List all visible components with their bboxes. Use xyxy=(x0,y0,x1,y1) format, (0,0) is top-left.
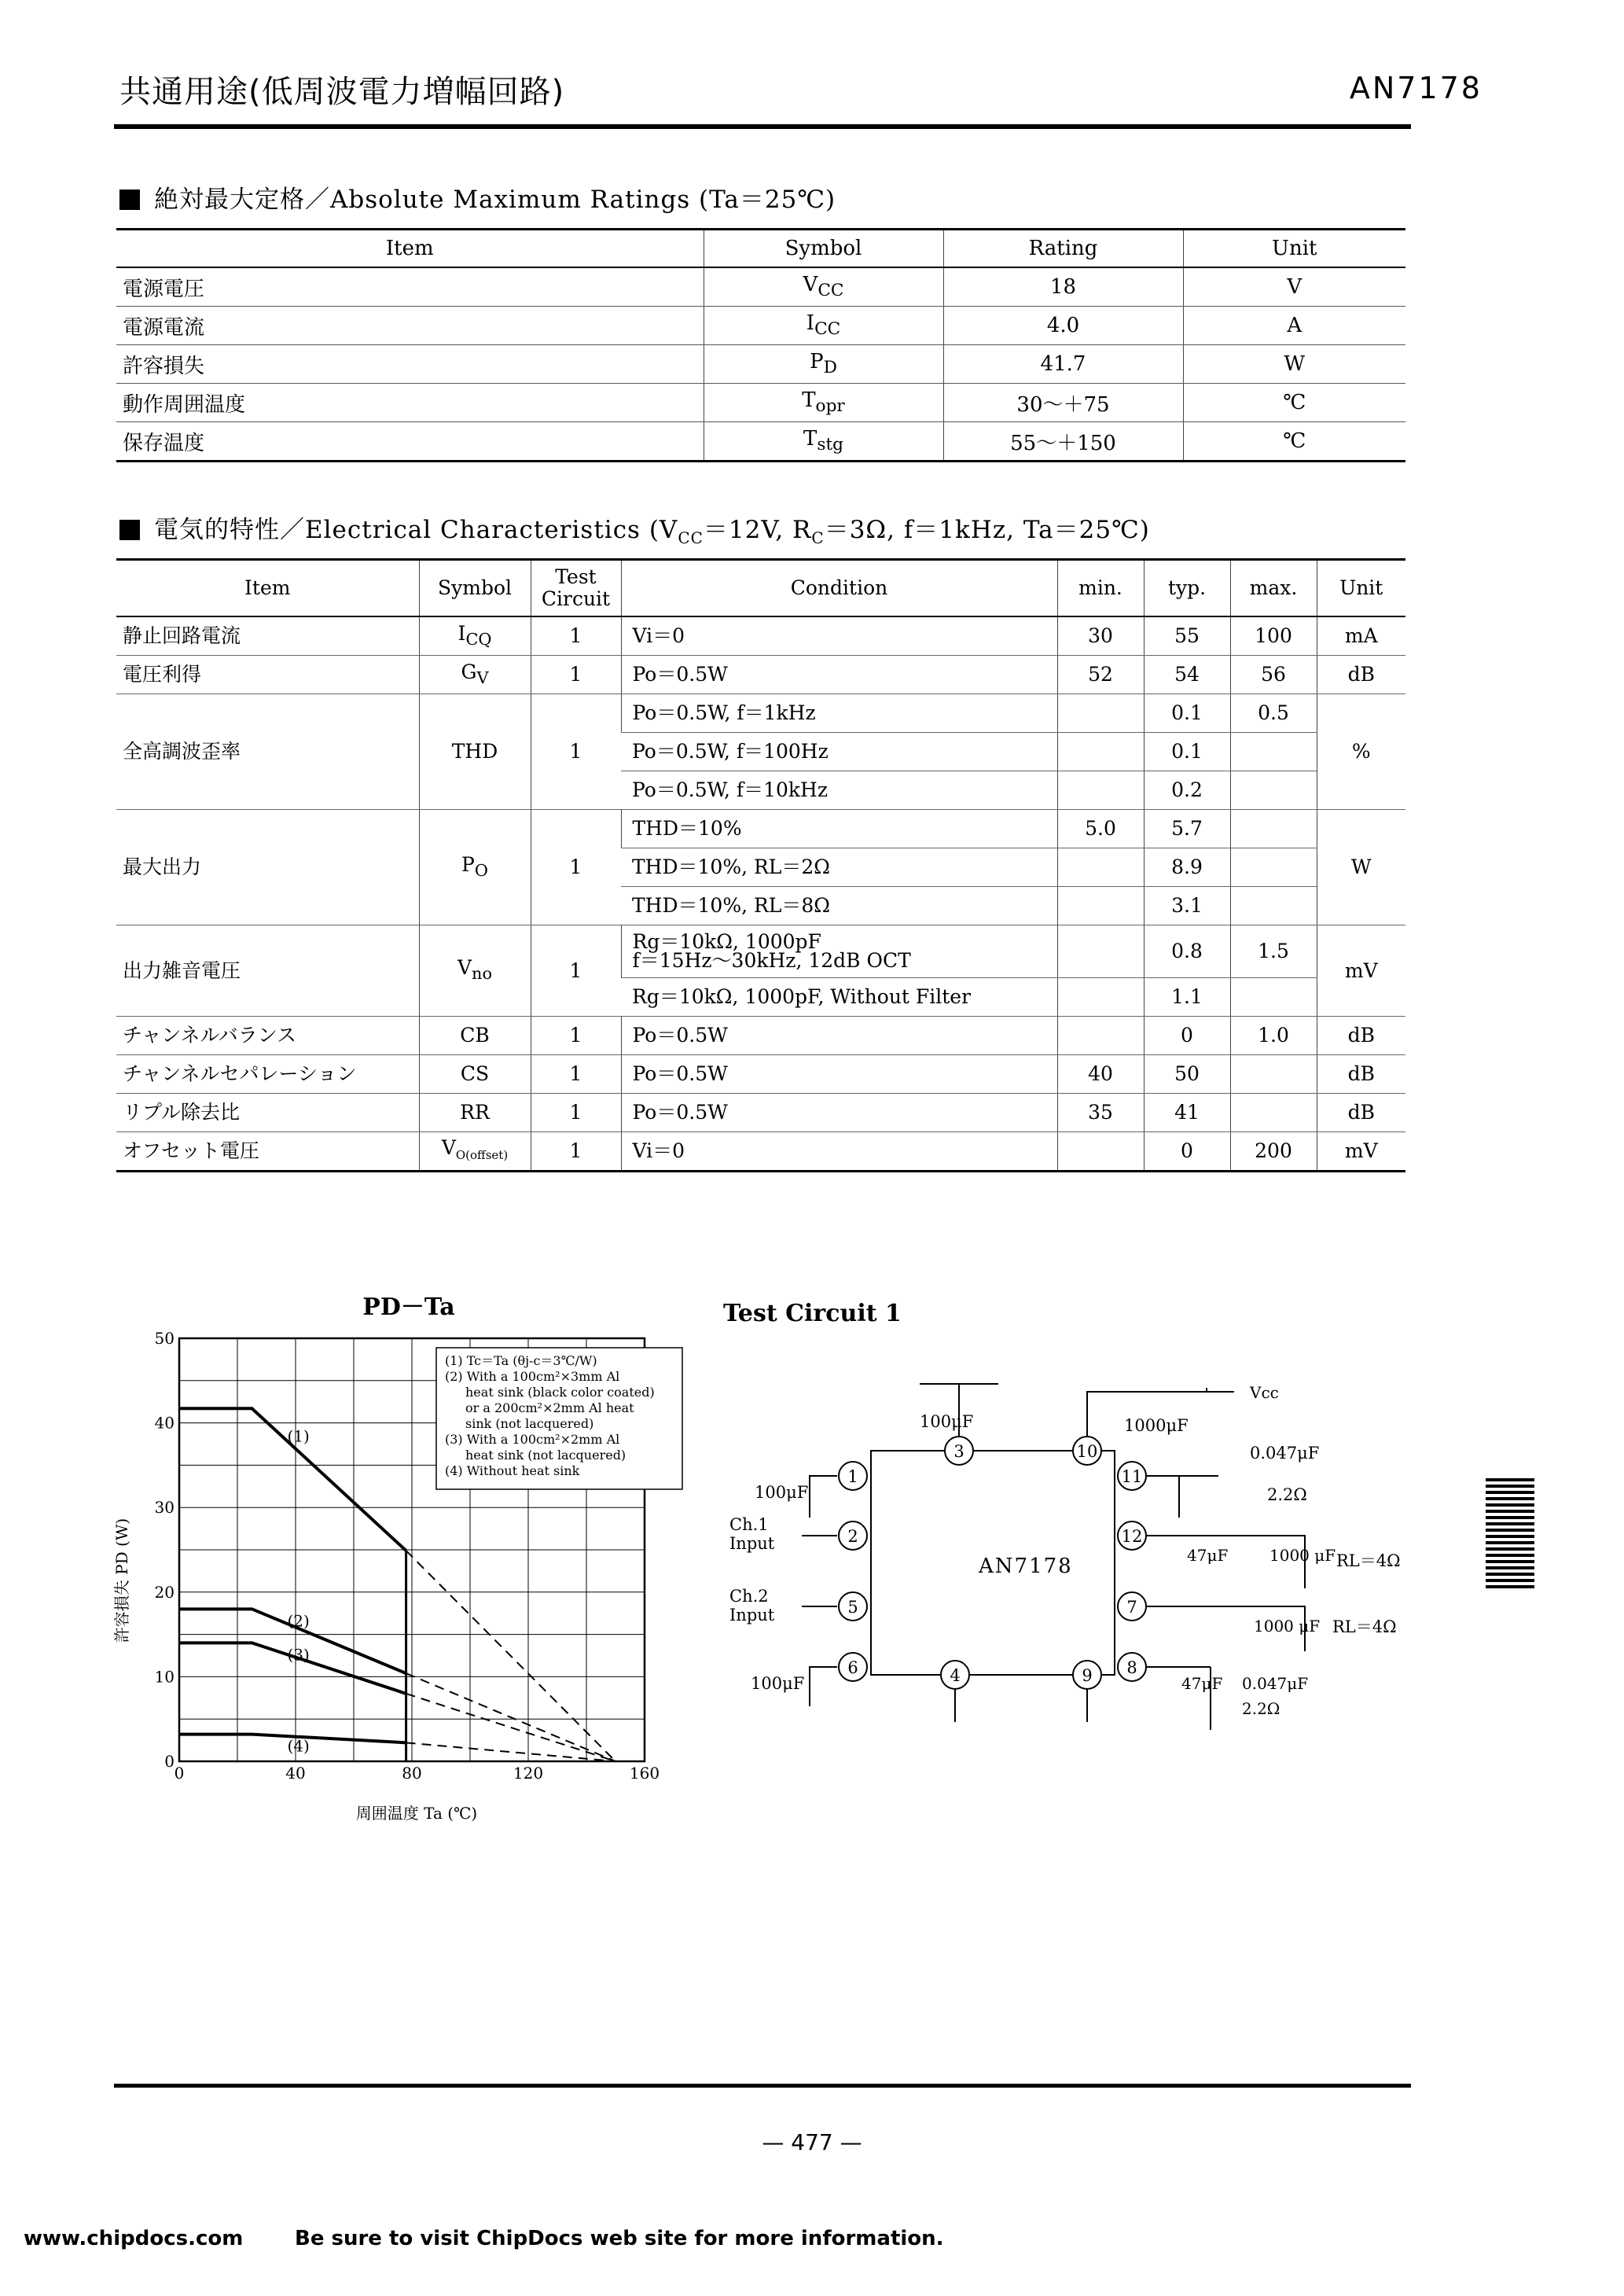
pin-label: 8 xyxy=(1126,1658,1137,1677)
c11-label: 0.047μF xyxy=(1250,1444,1320,1463)
pin-label: 11 xyxy=(1121,1467,1143,1486)
table-row: THD＝10%, RL＝2Ω 8.9 xyxy=(116,848,1405,887)
table-row: チャンネルバランス CB 1 Po＝0.5W 0 1.0 dB xyxy=(116,1017,1405,1055)
rl1-label: RL＝4Ω xyxy=(1336,1551,1401,1570)
ch2-input-label: Input xyxy=(729,1606,775,1624)
y-tick-label: 30 xyxy=(154,1498,175,1518)
ch1-label: Ch.1 xyxy=(729,1515,769,1534)
table-row: 電源電圧 $V_{CC}$ 18 V xyxy=(116,267,1405,307)
elec-table xyxy=(116,558,1405,1172)
y-tick-label: 50 xyxy=(154,1329,175,1348)
y-tick-label: 10 xyxy=(154,1667,175,1687)
series-label: (1) xyxy=(287,1426,310,1446)
y-tick-label: 40 xyxy=(154,1413,175,1433)
series-derating-line xyxy=(406,1673,615,1761)
pin-label: 6 xyxy=(847,1658,858,1677)
c8b-label: 0.047μF xyxy=(1242,1674,1309,1693)
chart-title: PD－Ta xyxy=(362,1293,455,1321)
x-tick-label: 160 xyxy=(629,1764,660,1783)
table-row: 全高調波歪率 THD 1 Po＝0.5W, f＝1kHz 0.1 0.5 % xyxy=(116,694,1405,733)
c3-label: 100μF xyxy=(920,1412,974,1431)
table-row: 出力雑音電圧 $V_{no}$ 1 Rg＝10kΩ, 1000pF f＝15Hz～30kHz, 12dB OCT 0.8 1.5 mV xyxy=(116,925,1405,978)
col-item: Item xyxy=(116,230,704,268)
c12-label: 47μF xyxy=(1187,1546,1229,1565)
circuit-title: Test Circuit 1 xyxy=(723,1300,902,1327)
legend-entry: sink (not lacquered) xyxy=(465,1416,594,1431)
table-row: 保存温度 $T_{stg}$ 55～＋150 ℃ xyxy=(116,422,1405,462)
legend-entry: (2) With a 100cm²×3mm Al xyxy=(445,1369,620,1384)
site-link[interactable]: www.chipdocs.com xyxy=(24,2227,244,2250)
y-tick-label: 20 xyxy=(154,1582,175,1602)
c8-label: 47μF xyxy=(1181,1674,1223,1693)
c10-label: 1000μF xyxy=(1124,1416,1189,1435)
table-header-row: Item Symbol Test Circuit Condition min. typ. max. Unit xyxy=(116,560,1405,617)
table-header-row xyxy=(116,230,1405,268)
table-row: 静止回路電流 $I_{CQ}$ 1 Vi＝0 30 55 100 mA xyxy=(116,616,1405,656)
header-rule xyxy=(114,124,1411,129)
series-derating-line xyxy=(406,1551,615,1761)
pin-label: 2 xyxy=(847,1527,858,1546)
table-row: Rg＝10kΩ, 1000pF, Without Filter 1.1 xyxy=(116,978,1405,1017)
site-note: Be sure to visit ChipDocs web site for more information. xyxy=(295,2227,944,2250)
chart-xlabel: 周囲温度 Ta (℃) xyxy=(355,1804,478,1823)
series-derating-line xyxy=(406,1742,615,1761)
x-tick-label: 0 xyxy=(174,1764,185,1783)
pin-label: 12 xyxy=(1121,1527,1143,1546)
bullet-square-icon xyxy=(119,520,140,540)
table-row: 電源電流 $I_{CC}$ 4.0 A xyxy=(116,307,1405,345)
abs-max-title: 絶対最大定格／Absolute Maximum Ratings (Ta＝25℃) xyxy=(119,179,836,215)
legend-entry: heat sink (not lacquered) xyxy=(465,1448,626,1463)
series-label: (2) xyxy=(287,1611,310,1631)
page-number: — 477 — xyxy=(762,2129,862,2155)
table-row: 動作周囲温度 $T_{opr}$ 30～＋75 ℃ xyxy=(116,384,1405,422)
table-row: 電圧利得 $G_V$ 1 Po＝0.5W 52 54 56 dB xyxy=(116,656,1405,694)
table-row: 最大出力 $P_O$ 1 THD＝10% 5.0 5.7 W xyxy=(116,810,1405,848)
c1-label: 100μF xyxy=(755,1483,809,1502)
table-row: Po＝0.5W, f＝100Hz 0.1 xyxy=(116,733,1405,771)
legend-entry: (3) With a 100cm²×2mm Al xyxy=(445,1432,620,1447)
table-row: オフセット電圧 $V_{O(offset)}$ 1 Vi＝0 0 200 mV xyxy=(116,1132,1405,1172)
x-tick-label: 80 xyxy=(402,1764,422,1783)
ch1-input-label: Input xyxy=(729,1534,775,1553)
rl2-label: RL＝4Ω xyxy=(1332,1617,1397,1636)
footer-rule xyxy=(114,2084,1411,2088)
chart-ylabel: 許容損失 PD (W) xyxy=(112,1518,131,1643)
cout1-label: 1000 μF xyxy=(1269,1546,1336,1565)
table-row: Po＝0.5W, f＝10kHz 0.2 xyxy=(116,771,1405,810)
col-unit: Unit xyxy=(1183,230,1405,268)
col-symbol: Symbol xyxy=(704,230,943,268)
pin-label: 7 xyxy=(1126,1598,1137,1617)
elec-title: 電気的特性／Electrical Characteristics ($V_{CC}=12V$, $R_C=3\Omega$, f＝1kHz, Ta＝25℃) xyxy=(119,510,1150,547)
col-rating: Rating xyxy=(943,230,1183,268)
pd-ta-chart xyxy=(94,1282,715,1832)
pin-label: 3 xyxy=(953,1442,964,1461)
legend-entry: (1) Tc＝Ta (θj-c＝3℃/W) xyxy=(445,1353,597,1368)
legend-entry: (4) Without heat sink xyxy=(445,1463,580,1478)
barcode-graphic xyxy=(1486,1478,1534,1590)
bullet-square-icon xyxy=(119,189,140,210)
page-title: 共通用途(低周波電力増幅回路) xyxy=(119,74,565,110)
series-label: (3) xyxy=(287,1645,310,1665)
pin-label: 5 xyxy=(847,1598,858,1617)
pin-label: 1 xyxy=(847,1467,858,1486)
x-tick-label: 40 xyxy=(285,1764,306,1783)
vcc-label: Vcc xyxy=(1250,1383,1279,1402)
legend-entry: or a 200cm²×2mm Al heat xyxy=(465,1400,634,1415)
pin-label: 4 xyxy=(950,1666,961,1685)
pin-label: 10 xyxy=(1076,1442,1098,1461)
legend-entry: heat sink (black color coated) xyxy=(465,1385,655,1400)
series-derating-line xyxy=(406,1694,615,1761)
table-row: 許容損失 $P_D$ 41.7 W xyxy=(116,345,1405,384)
ic-label: AN7178 xyxy=(979,1555,1073,1578)
abs-max-table xyxy=(116,228,1405,462)
c6-label: 100μF xyxy=(751,1674,805,1693)
x-tick-label: 120 xyxy=(513,1764,544,1783)
pin-label: 9 xyxy=(1082,1666,1093,1685)
r11-label: 2.2Ω xyxy=(1267,1485,1307,1504)
table-row: チャンネルセパレーション CS 1 Po＝0.5W 40 50 dB xyxy=(116,1055,1405,1094)
cout2-label: 1000 μF xyxy=(1254,1617,1321,1636)
series-label: (4) xyxy=(287,1736,310,1756)
part-number: AN7178 xyxy=(1349,71,1483,105)
y-tick-label: 0 xyxy=(164,1752,175,1771)
test-circuit xyxy=(707,1290,1431,1730)
r8-label: 2.2Ω xyxy=(1242,1699,1280,1718)
table-row: リプル除去比 RR 1 Po＝0.5W 35 41 dB xyxy=(116,1094,1405,1132)
table-row: THD＝10%, RL＝8Ω 3.1 xyxy=(116,887,1405,925)
ch2-label: Ch.2 xyxy=(729,1587,769,1606)
